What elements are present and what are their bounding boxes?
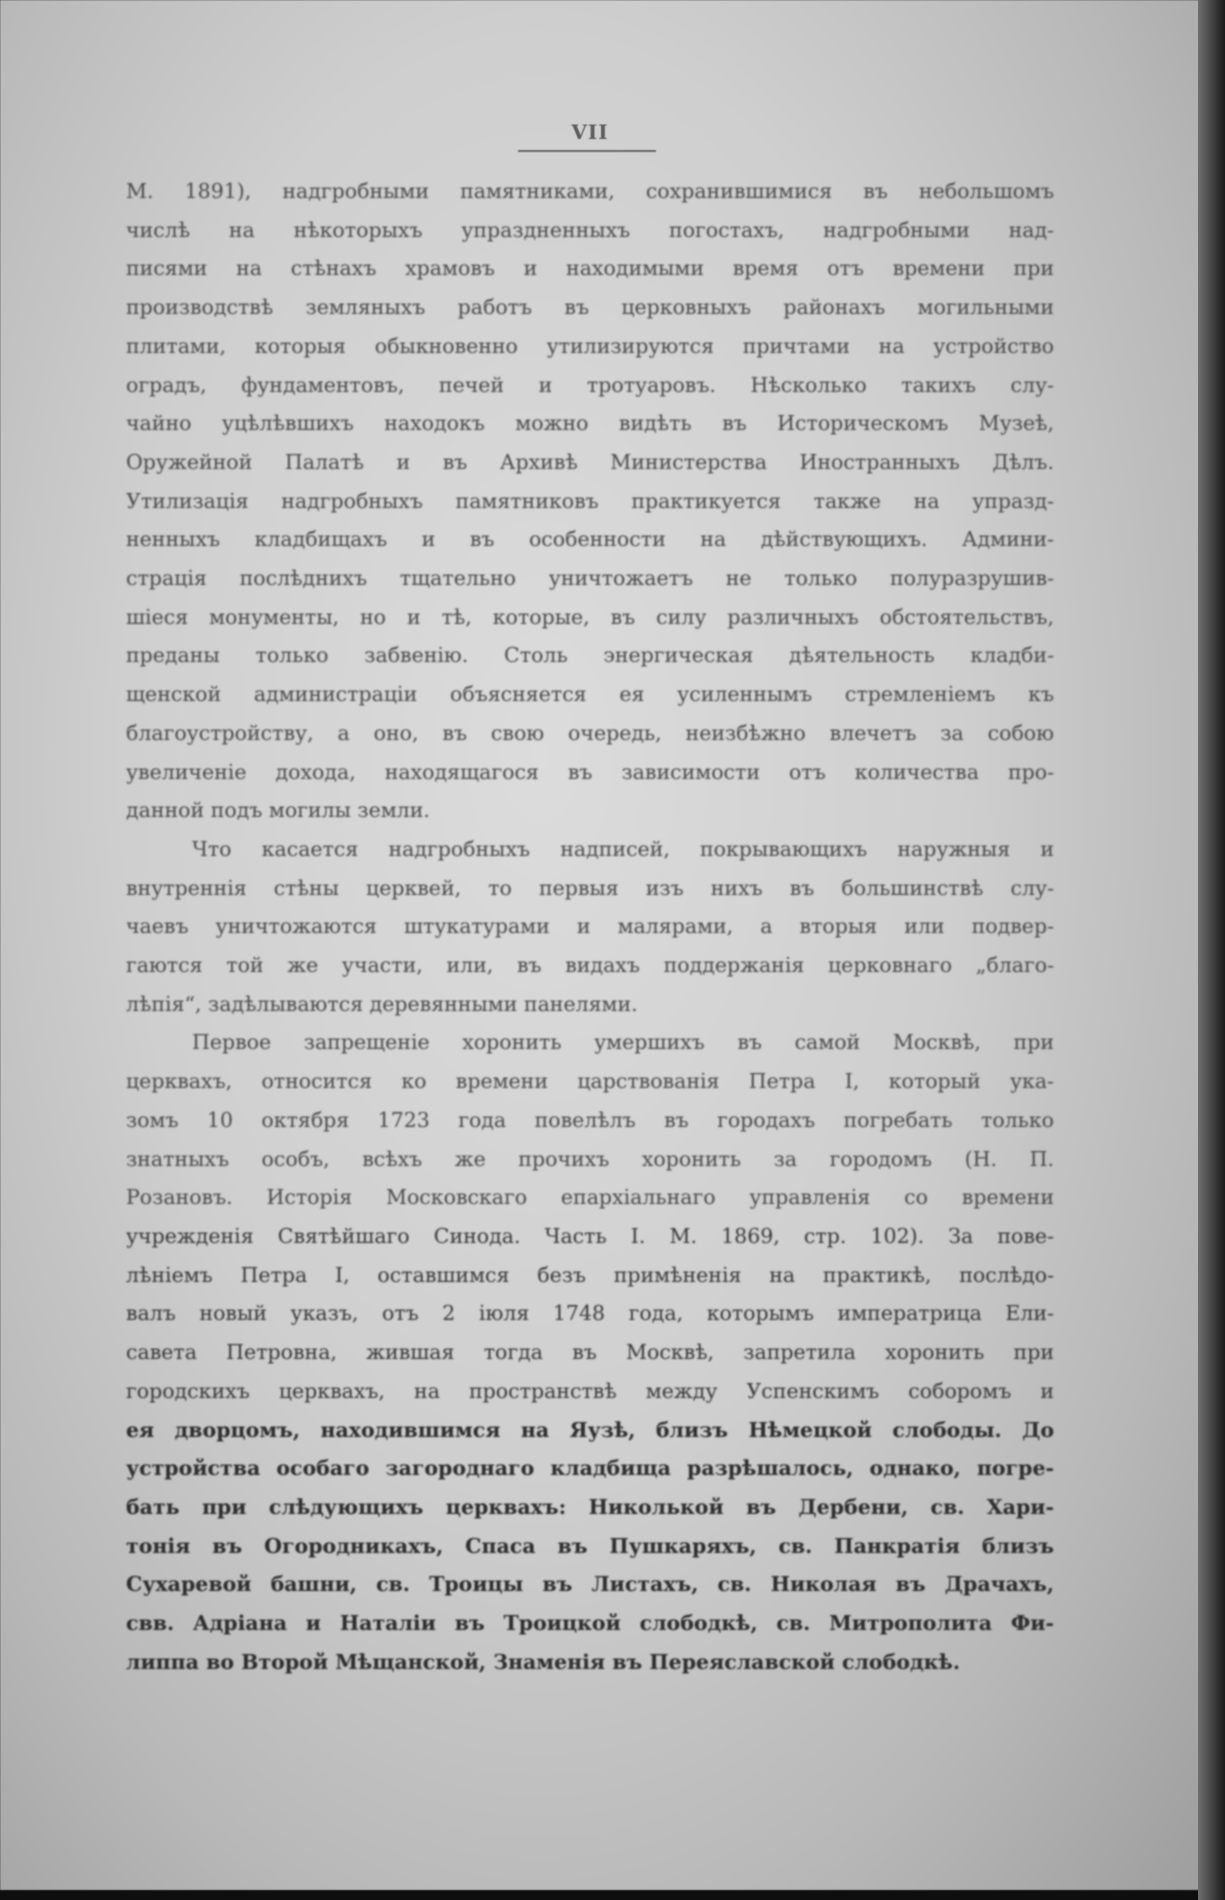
- text-line: щенской администраціи объясняется ея усиленнымъ стремленіемъ къ: [126, 682, 1054, 707]
- text-line: лѣпія“, задѣлываются деревянными панелями.: [126, 991, 638, 1016]
- text-line: благоустройству, а оно, въ свою очередь, неизбѣжно влечетъ за собою: [126, 720, 1054, 745]
- text-line: шіеся монументы, но и тѣ, которые, въ силу различныхъ обстоятельствъ,: [126, 604, 1054, 629]
- text-line: свв. Адріана и Наталіи въ Троицкой слободкѣ, св. Митрополита Фи-: [126, 1611, 1054, 1636]
- text-line: писями на стѣнахъ храмовъ и находимыми время отъ времени при: [126, 256, 1054, 281]
- text-line: ея дворцомъ, находившимся на Яузѣ, близъ Нѣмецкой слободы. До: [126, 1417, 1054, 1442]
- text-line: увеличеніе дохода, находящагося въ зависимости отъ количества про-: [126, 759, 1054, 784]
- body-text: [126, 172, 1054, 1681]
- text-line: чаевъ уничтожаются штукатурами и малярами, а вторыя или подвер-: [126, 914, 1054, 939]
- text-line: валъ новый указъ, отъ 2 іюля 1748 года, которымъ императрица Ели-: [126, 1301, 1054, 1326]
- text-line: М. 1891), надгробными памятниками, сохранившимися въ небольшомъ: [126, 179, 1054, 203]
- text-line: Сухаревой башни, св. Троицы въ Листахъ, св. Николая въ Драчахъ,: [126, 1572, 1054, 1597]
- text-line: липпа во Второй Мѣщанской, Знаменія въ Переяславской слободкѣ.: [126, 1649, 960, 1674]
- text-line: страція послѣднихъ тщательно уничтожаетъ не только полуразрушив-: [126, 566, 1054, 591]
- text-line: ненныхъ кладбищахъ и въ особенности на дѣйствующихъ. Админи-: [126, 527, 1054, 552]
- text-line: Что касается надгробныхъ надписей, покрывающихъ наружныя и: [192, 836, 1054, 861]
- text-line: лѣніемъ Петра I, оставшимся безъ примѣненія на практикѣ, послѣдо-: [126, 1262, 1054, 1287]
- text-line: чайно уцѣлѣвшихъ находокъ можно видѣть въ Историческомъ Музеѣ,: [126, 411, 1054, 436]
- text-line: знатныхъ особъ, всѣхъ же прочихъ хоронить за городомъ (Н. П.: [126, 1146, 1054, 1171]
- text-line: Оружейной Палатѣ и въ Архивѣ Министерства Иностранныхъ Дѣлъ.: [126, 449, 1054, 474]
- text-line: церквахъ, относится ко времени царствованія Петра I, который ука-: [126, 1069, 1054, 1094]
- text-line: числѣ на нѣкоторыхъ упраздненныхъ погостахъ, надгробными над-: [126, 217, 1054, 242]
- page-edge-shadow: [1198, 0, 1225, 1900]
- text-line: устройства особаго загороднаго кладбища разрѣшалось, однако, погре-: [126, 1456, 1054, 1481]
- text-line: Утилизація надгробныхъ памятниковъ практикуется также на упразд-: [126, 488, 1054, 513]
- text-line: внутреннія стѣны церквей, то первыя изъ нихъ въ большинствѣ слу-: [126, 875, 1054, 900]
- text-line: плитами, которыя обыкновенно утилизируются причтами на устройство: [126, 333, 1054, 358]
- text-line: Розановъ. Исторія Московскаго епархіальнаго управленія со времени: [126, 1185, 1054, 1210]
- text-line: тонія въ Огородникахъ, Спаса въ Пушкаряхъ, св. Панкратія близъ: [126, 1533, 1054, 1558]
- page-number: VII: [571, 120, 609, 144]
- page-number-rule: [518, 150, 656, 152]
- text-line: преданы только забвенію. Столь энергическая дѣятельность кладби-: [126, 643, 1054, 668]
- text-line: производствѣ земляныхъ работъ въ церковныхъ районахъ могильными: [126, 295, 1054, 320]
- text-line: оградъ, фундаментовъ, печей и тротуаровъ. Нѣсколько такихъ слу-: [126, 372, 1054, 397]
- text-line: савета Петровна, жившая тогда въ Москвѣ, запретила хоронить при: [126, 1340, 1054, 1365]
- text-line: Первое запрещеніе хоронить умершихъ въ самой Москвѣ, при: [192, 1030, 1054, 1055]
- text-line: зомъ 10 октября 1723 года повелѣлъ въ городахъ погребать только: [126, 1107, 1054, 1132]
- text-line: городскихъ церквахъ, на пространствѣ между Успенскимъ соборомъ и: [126, 1378, 1054, 1403]
- text-line: данной подъ могилы земли.: [126, 798, 430, 823]
- text-line: учрежденія Святѣйшаго Синода. Часть I. М. 1869, стр. 102). За пове-: [126, 1223, 1054, 1248]
- text-line: гаются той же участи, или, въ видахъ поддержанія церковнаго „благо-: [126, 953, 1054, 978]
- text-line: бать при слѣдующихъ церквахъ: Николькой въ Дербени, св. Хари-: [126, 1494, 1054, 1519]
